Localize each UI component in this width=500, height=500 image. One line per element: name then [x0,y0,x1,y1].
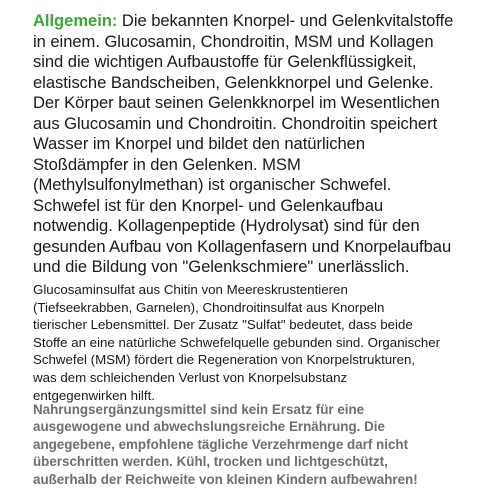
intro-line [33,11,453,32]
intro-line: (Methylsulfonylmethan) ist organischer Schwefel. [33,175,392,194]
details-line: (Tiefseekrabben, Garnelen), Chondroitinsulfat aus Knorpeln [33,299,385,315]
notice-line: angegebene, empfohlene tägliche Verzehrmenge darf nicht [33,436,409,452]
supplement-notice-paragraph [33,401,418,488]
notice-line: außerhalb der Reichweite von kleinen Kindern aufbewahren! [33,471,418,487]
details-line: entgegenwirken hilft. [33,387,155,403]
intro-line: Schwefel ist für den Knorpel- und Gelenkaufbau [33,195,384,215]
intro-first-line-text: Die bekannten Knorpel- und Gelenkvitalstoffe [117,11,454,30]
intro-line: Stoßdämpfer in den Gelenken. MSM [33,154,301,174]
intro-paragraph [33,11,453,278]
intro-line: Der Körper baut seinen Gelenkknorpel im Wesentlichen [33,93,440,112]
notice-line: Nahrungsergänzungsmittel sind kein Ersatz für eine [33,402,365,417]
intro-line: Wasser im Knorpel und bildet den natürlichen [33,134,366,153]
intro-lead-label: Allgemein: [33,11,118,30]
intro-line: in einem. Glucosamin, Chondroitin, MSM und Kollagen [33,31,434,51]
details-line: tierischer Lebensmittel. Der Zusatz "Sulfat" bedeutet, dass beide [33,317,413,333]
intro-line: notwendig. Kollagenpeptide (Hydrolysat) sind für den [33,216,420,235]
notice-line: überschritten werden. Kühl, trocken und lichtgeschützt, [33,454,388,470]
intro-line: sind die wichtigen Aufbaustoffe für Gelenkflüssigkeit, [33,52,417,71]
intro-line: gesunden Aufbau von Kollagenfasern und Knorpelaufbau [33,236,452,256]
details-line: Stoffe an eine natürliche Schwefelquelle gebunden sind. Organischer [33,334,441,350]
intro-line: und die Bildung von "Gelenkschmiere" unerlässlich. [33,257,410,276]
details-line: Glucosaminsulfat aus Chitin von Meereskrustentieren [33,282,348,297]
details-line: was dem schleichenden Verlust von Knorpelsubstanz [33,369,348,385]
notice-line: ausgewogene und abwechslungsreiche Ernährung. Die [33,419,385,435]
intro-line: elastische Bandscheiben, Gelenkknorpel und Gelenke. [33,72,434,92]
intro-line: aus Glucosamin und Chondroitin. Chondroitin speichert [33,113,438,133]
ingredient-details-paragraph [33,281,440,404]
details-line: Schwefel (MSM) fördert die Regeneration von Knorpelstrukturen, [33,352,416,368]
